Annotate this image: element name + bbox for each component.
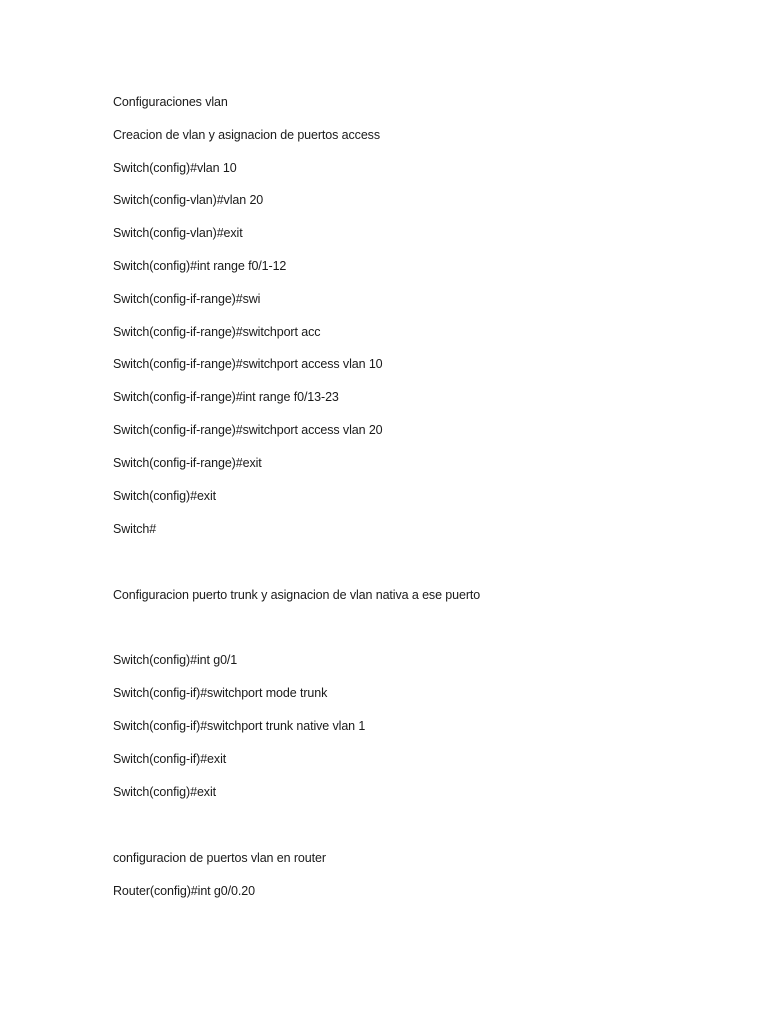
command-line: Switch# — [113, 522, 157, 536]
section-heading-vlan-creation: Creacion de vlan y asignacion de puertos access — [113, 128, 380, 142]
command-line: Switch(config-if-range)#exit — [113, 456, 262, 470]
command-line: Switch(config-if-range)#switchport access vlan 10 — [113, 357, 383, 371]
command-line: Switch(config-if-range)#swi — [113, 292, 261, 306]
command-line: Switch(config)#int g0/1 — [113, 653, 238, 667]
command-line: Switch(config)#int range f0/1-12 — [113, 259, 287, 273]
command-line: Switch(config-if)#switchport mode trunk — [113, 686, 328, 700]
section-heading-trunk: Configuracion puerto trunk y asignacion de vlan nativa a ese puerto — [113, 588, 481, 602]
command-line: Router(config)#int g0/0.20 — [113, 884, 255, 898]
command-line: Switch(config)#exit — [113, 489, 217, 503]
command-line: Switch(config-vlan)#exit — [113, 226, 243, 240]
command-line: Switch(config-vlan)#vlan 20 — [113, 193, 264, 207]
command-line: Switch(config)#exit — [113, 785, 217, 799]
command-line: Switch(config-if-range)#switchport access vlan 20 — [113, 423, 383, 437]
command-line: Switch(config)#vlan 10 — [113, 161, 237, 175]
section-heading-router: configuracion de puertos vlan en router — [113, 851, 326, 865]
command-line: Switch(config-if)#switchport trunk native vlan 1 — [113, 719, 366, 733]
document-title: Configuraciones vlan — [113, 95, 228, 109]
command-line: Switch(config-if-range)#int range f0/13-23 — [113, 390, 339, 404]
command-line: Switch(config-if-range)#switchport acc — [113, 325, 321, 339]
command-line: Switch(config-if)#exit — [113, 752, 227, 766]
